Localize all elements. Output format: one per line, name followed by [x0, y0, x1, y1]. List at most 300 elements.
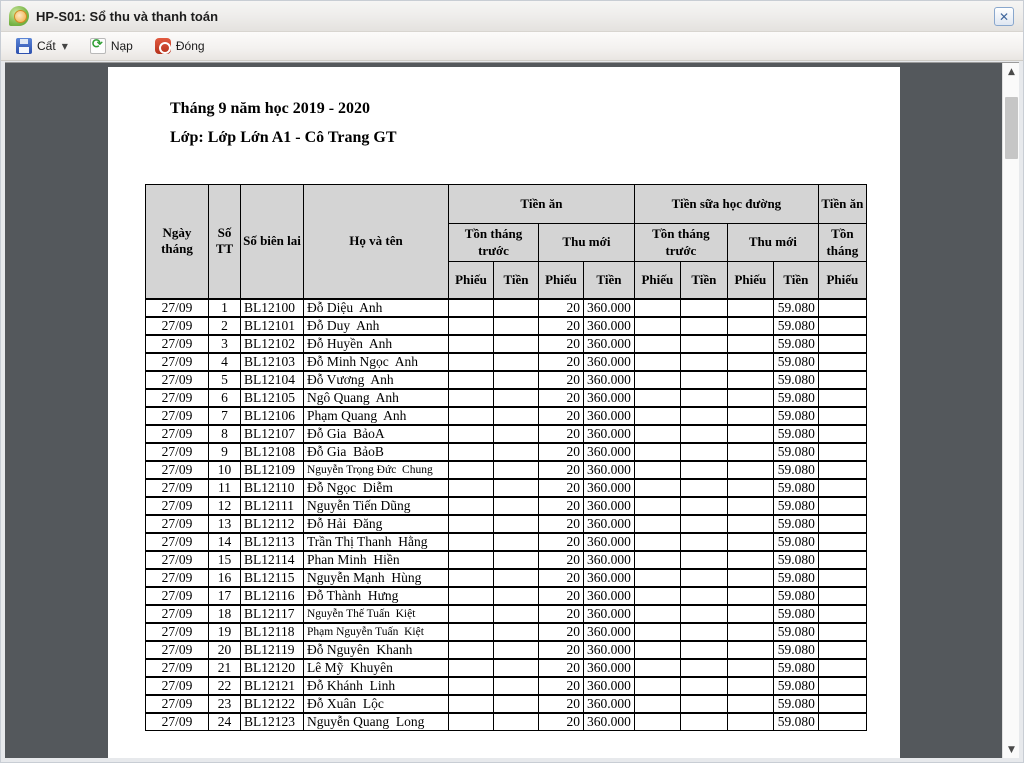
- cell-name: Ngô Quang Anh: [304, 389, 449, 407]
- cell-meal-new-ticket: 20: [539, 569, 584, 587]
- cell-meal-prev-ticket: [449, 389, 494, 407]
- scroll-down-icon[interactable]: ▼: [1008, 744, 1015, 755]
- cell-meal-new-ticket: 20: [539, 425, 584, 443]
- cell-name: Lê Mỹ Khuyên: [304, 659, 449, 677]
- cell-name: Nguyễn Trọng Đức Chung: [304, 461, 449, 479]
- table-row: [146, 659, 867, 677]
- cell-milk-prev-ticket: [634, 371, 680, 389]
- cell-meal2-ticket: [818, 443, 866, 461]
- col-header-date: Ngày tháng: [146, 185, 209, 299]
- group-header-meal: Tiền ăn: [449, 185, 635, 224]
- col-header-receipt: Số biên lai: [241, 185, 304, 299]
- app-icon: [9, 6, 29, 26]
- scrollbar-thumb[interactable]: [1005, 97, 1018, 159]
- cell-stt: 19: [209, 623, 241, 641]
- cell-meal-prev-money: [494, 713, 539, 731]
- cell-milk-prev-money: [680, 587, 727, 605]
- cell-name: Đỗ Gia BảoA: [304, 425, 449, 443]
- table-row: [146, 425, 867, 443]
- cell-milk-prev-ticket: [634, 497, 680, 515]
- cell-milk-new-ticket: [727, 533, 773, 551]
- cell-date: 27/09: [146, 389, 209, 407]
- window-title: HP-S01: Sổ thu và thanh toán: [36, 8, 219, 24]
- cell-receipt: BL12100: [241, 299, 304, 317]
- cell-name: Đỗ Vương Anh: [304, 371, 449, 389]
- cell-milk-prev-money: [680, 425, 727, 443]
- leaf-header-money: Tiền: [680, 262, 727, 299]
- subheader-meal-prev: Tồn tháng trước: [449, 224, 539, 262]
- subheader-milk-prev: Tồn tháng trước: [634, 224, 727, 262]
- cell-meal-new-ticket: 20: [539, 443, 584, 461]
- cell-meal-new-money: 360.000: [584, 713, 635, 731]
- close-icon[interactable]: ✕: [994, 7, 1014, 26]
- cell-meal2-ticket: [818, 479, 866, 497]
- table-row: [146, 605, 867, 623]
- cell-meal2-ticket: [818, 335, 866, 353]
- cell-milk-new-ticket: [727, 461, 773, 479]
- cell-meal-new-ticket: 20: [539, 641, 584, 659]
- table-row: [146, 299, 867, 317]
- cell-date: 27/09: [146, 587, 209, 605]
- table-row: [146, 461, 867, 479]
- save-button-label: Cất: [37, 39, 56, 53]
- cell-stt: 13: [209, 515, 241, 533]
- cell-milk-new-ticket: [727, 317, 773, 335]
- cell-milk-new-ticket: [727, 497, 773, 515]
- cell-stt: 8: [209, 425, 241, 443]
- cell-meal-prev-ticket: [449, 443, 494, 461]
- stop-icon: [155, 38, 171, 54]
- cell-name: Đỗ Khánh Linh: [304, 677, 449, 695]
- cell-meal-new-money: 360.000: [584, 479, 635, 497]
- cell-meal-prev-ticket: [449, 479, 494, 497]
- cell-meal-prev-money: [494, 461, 539, 479]
- cell-name: Đỗ Xuân Lộc: [304, 695, 449, 713]
- cell-receipt: BL12107: [241, 425, 304, 443]
- cell-date: 27/09: [146, 695, 209, 713]
- floppy-disk-icon: [16, 38, 32, 54]
- cell-stt: 2: [209, 317, 241, 335]
- table-row: [146, 353, 867, 371]
- cell-receipt: BL12123: [241, 713, 304, 731]
- cell-milk-new-money: 59.080: [773, 335, 818, 353]
- cell-meal-new-money: 360.000: [584, 569, 635, 587]
- cell-meal-new-money: 360.000: [584, 425, 635, 443]
- table-row: [146, 443, 867, 461]
- cell-name: Đỗ Nguyên Khanh: [304, 641, 449, 659]
- cell-milk-prev-money: [680, 533, 727, 551]
- cell-date: 27/09: [146, 713, 209, 731]
- cell-stt: 4: [209, 353, 241, 371]
- cell-milk-prev-money: [680, 461, 727, 479]
- cell-milk-new-money: 59.080: [773, 605, 818, 623]
- table-row: [146, 623, 867, 641]
- table-row: [146, 569, 867, 587]
- cell-meal-new-ticket: 20: [539, 677, 584, 695]
- cell-receipt: BL12117: [241, 605, 304, 623]
- cell-meal-prev-money: [494, 533, 539, 551]
- cell-milk-prev-money: [680, 353, 727, 371]
- cell-meal-prev-ticket: [449, 551, 494, 569]
- cell-milk-prev-ticket: [634, 425, 680, 443]
- cell-milk-new-money: 59.080: [773, 389, 818, 407]
- cell-meal-prev-money: [494, 551, 539, 569]
- cell-milk-new-ticket: [727, 587, 773, 605]
- cell-stt: 14: [209, 533, 241, 551]
- cell-milk-prev-money: [680, 299, 727, 317]
- cell-meal2-ticket: [818, 551, 866, 569]
- cell-milk-new-ticket: [727, 695, 773, 713]
- cell-milk-prev-ticket: [634, 641, 680, 659]
- cell-meal-new-money: 360.000: [584, 605, 635, 623]
- cell-milk-new-ticket: [727, 623, 773, 641]
- cell-date: 27/09: [146, 641, 209, 659]
- cell-meal-prev-ticket: [449, 713, 494, 731]
- cell-milk-new-money: 59.080: [773, 677, 818, 695]
- cell-milk-new-ticket: [727, 353, 773, 371]
- cell-meal-prev-ticket: [449, 461, 494, 479]
- fee-table-header: [146, 185, 867, 299]
- cell-receipt: BL12109: [241, 461, 304, 479]
- load-button[interactable]: [81, 34, 142, 58]
- cell-milk-prev-ticket: [634, 551, 680, 569]
- cell-receipt: BL12104: [241, 371, 304, 389]
- cell-receipt: BL12108: [241, 443, 304, 461]
- table-row: [146, 713, 867, 731]
- cell-milk-prev-money: [680, 335, 727, 353]
- cell-milk-new-money: 59.080: [773, 713, 818, 731]
- report-month-title: Tháng 9 năm học 2019 - 2020: [170, 100, 371, 117]
- cell-stt: 21: [209, 659, 241, 677]
- cell-milk-prev-money: [680, 605, 727, 623]
- cell-receipt: BL12102: [241, 335, 304, 353]
- cell-meal-new-ticket: 20: [539, 605, 584, 623]
- cell-milk-new-money: 59.080: [773, 407, 818, 425]
- cell-meal-prev-ticket: [449, 497, 494, 515]
- cell-name: Đỗ Ngọc Diễm: [304, 479, 449, 497]
- cell-milk-prev-ticket: [634, 317, 680, 335]
- subheader-meal2-balance: Tồn tháng: [818, 224, 866, 262]
- cell-milk-new-ticket: [727, 479, 773, 497]
- cell-milk-new-ticket: [727, 389, 773, 407]
- cell-milk-new-money: 59.080: [773, 623, 818, 641]
- cell-meal-prev-money: [494, 443, 539, 461]
- cell-meal-new-money: 360.000: [584, 551, 635, 569]
- cell-meal-new-money: 360.000: [584, 677, 635, 695]
- cell-meal-new-ticket: 20: [539, 551, 584, 569]
- cell-milk-prev-money: [680, 407, 727, 425]
- table-row: [146, 317, 867, 335]
- group-header-meal2: Tiền ăn: [818, 185, 866, 224]
- cell-name: Đỗ Huyền Anh: [304, 335, 449, 353]
- cell-meal-prev-ticket: [449, 605, 494, 623]
- leaf-header-ticket: Phiếu: [539, 262, 584, 299]
- cell-stt: 20: [209, 641, 241, 659]
- leaf-header-ticket: Phiếu: [449, 262, 494, 299]
- cell-milk-prev-ticket: [634, 623, 680, 641]
- cell-date: 27/09: [146, 623, 209, 641]
- cell-meal-new-money: 360.000: [584, 389, 635, 407]
- cell-milk-new-ticket: [727, 551, 773, 569]
- cell-date: 27/09: [146, 659, 209, 677]
- save-button[interactable]: [7, 34, 77, 58]
- cell-milk-new-money: 59.080: [773, 569, 818, 587]
- cell-meal-new-money: 360.000: [584, 659, 635, 677]
- cell-date: 27/09: [146, 569, 209, 587]
- cell-meal-new-money: 360.000: [584, 587, 635, 605]
- cell-milk-prev-money: [680, 695, 727, 713]
- cell-milk-prev-money: [680, 389, 727, 407]
- cell-milk-prev-money: [680, 677, 727, 695]
- col-header-stt: Số TT: [209, 185, 241, 299]
- table-row: [146, 641, 867, 659]
- table-row: [146, 587, 867, 605]
- cell-meal-new-ticket: 20: [539, 533, 584, 551]
- cell-meal-prev-ticket: [449, 641, 494, 659]
- cell-date: 27/09: [146, 443, 209, 461]
- cell-stt: 10: [209, 461, 241, 479]
- cell-name: Đỗ Gia BảoB: [304, 443, 449, 461]
- cell-meal-prev-money: [494, 407, 539, 425]
- leaf-header-ticket: Phiếu: [634, 262, 680, 299]
- cell-milk-new-ticket: [727, 713, 773, 731]
- cell-milk-prev-money: [680, 569, 727, 587]
- cell-meal-new-money: 360.000: [584, 533, 635, 551]
- fee-table: [145, 184, 867, 731]
- report-page: [108, 67, 900, 758]
- cell-meal-prev-ticket: [449, 299, 494, 317]
- cell-milk-new-ticket: [727, 443, 773, 461]
- cell-receipt: BL12111: [241, 497, 304, 515]
- cell-milk-prev-money: [680, 641, 727, 659]
- cell-milk-new-money: 59.080: [773, 551, 818, 569]
- cell-meal-prev-money: [494, 605, 539, 623]
- chevron-down-icon: ▼: [61, 41, 68, 51]
- leaf-header-ticket: Phiếu: [818, 262, 866, 299]
- cell-milk-new-money: 59.080: [773, 353, 818, 371]
- cell-receipt: BL12112: [241, 515, 304, 533]
- cell-meal-prev-money: [494, 479, 539, 497]
- cell-date: 27/09: [146, 677, 209, 695]
- cell-name: Trần Thị Thanh Hằng: [304, 533, 449, 551]
- refresh-icon: [90, 38, 106, 54]
- cell-meal-new-ticket: 20: [539, 299, 584, 317]
- vertical-scrollbar[interactable]: [1002, 63, 1019, 758]
- cell-date: 27/09: [146, 425, 209, 443]
- cell-meal-new-ticket: 20: [539, 407, 584, 425]
- report-table-body: [146, 299, 867, 731]
- col-header-name: Họ và tên: [304, 185, 449, 299]
- cell-meal-prev-ticket: [449, 335, 494, 353]
- cell-meal-new-ticket: 20: [539, 497, 584, 515]
- close-button-label: Đóng: [175, 39, 205, 53]
- cell-meal2-ticket: [818, 461, 866, 479]
- cell-meal-prev-ticket: [449, 317, 494, 335]
- cell-meal-new-money: 360.000: [584, 299, 635, 317]
- cell-receipt: BL12118: [241, 623, 304, 641]
- cell-meal-new-ticket: 20: [539, 461, 584, 479]
- leaf-header-money: Tiền: [773, 262, 818, 299]
- cell-milk-prev-ticket: [634, 335, 680, 353]
- cell-milk-prev-ticket: [634, 461, 680, 479]
- cell-milk-new-money: 59.080: [773, 317, 818, 335]
- cell-meal-new-ticket: 20: [539, 659, 584, 677]
- cell-meal-new-ticket: 20: [539, 713, 584, 731]
- cell-receipt: BL12106: [241, 407, 304, 425]
- cell-stt: 24: [209, 713, 241, 731]
- cell-meal2-ticket: [818, 533, 866, 551]
- cell-milk-prev-money: [680, 479, 727, 497]
- cell-milk-prev-ticket: [634, 479, 680, 497]
- cell-name: Nguyễn Tiến Dũng: [304, 497, 449, 515]
- cell-meal-new-ticket: 20: [539, 695, 584, 713]
- cell-meal-new-money: 360.000: [584, 623, 635, 641]
- cell-milk-prev-ticket: [634, 515, 680, 533]
- close-window-button[interactable]: [146, 34, 214, 58]
- cell-meal-new-ticket: 20: [539, 353, 584, 371]
- cell-meal2-ticket: [818, 371, 866, 389]
- cell-receipt: BL12122: [241, 695, 304, 713]
- cell-date: 27/09: [146, 371, 209, 389]
- cell-meal-prev-money: [494, 641, 539, 659]
- cell-meal-prev-money: [494, 317, 539, 335]
- table-row: [146, 677, 867, 695]
- cell-meal2-ticket: [818, 587, 866, 605]
- cell-meal-prev-ticket: [449, 353, 494, 371]
- cell-name: Đỗ Hải Đăng: [304, 515, 449, 533]
- cell-stt: 6: [209, 389, 241, 407]
- cell-milk-new-money: 59.080: [773, 497, 818, 515]
- cell-name: Đỗ Duy Anh: [304, 317, 449, 335]
- cell-meal-new-money: 360.000: [584, 443, 635, 461]
- cell-milk-new-ticket: [727, 299, 773, 317]
- cell-date: 27/09: [146, 353, 209, 371]
- cell-date: 27/09: [146, 605, 209, 623]
- cell-meal-prev-ticket: [449, 533, 494, 551]
- cell-milk-new-money: 59.080: [773, 533, 818, 551]
- cell-meal2-ticket: [818, 713, 866, 731]
- cell-receipt: BL12119: [241, 641, 304, 659]
- cell-name: Phan Minh Hiền: [304, 551, 449, 569]
- cell-milk-new-ticket: [727, 677, 773, 695]
- cell-meal-prev-money: [494, 335, 539, 353]
- cell-stt: 12: [209, 497, 241, 515]
- cell-date: 27/09: [146, 551, 209, 569]
- cell-milk-new-money: 59.080: [773, 299, 818, 317]
- cell-milk-prev-ticket: [634, 443, 680, 461]
- cell-meal-new-money: 360.000: [584, 407, 635, 425]
- cell-milk-new-money: 59.080: [773, 641, 818, 659]
- table-row: [146, 479, 867, 497]
- cell-date: 27/09: [146, 497, 209, 515]
- report-class-title: Lớp: Lớp Lớn A1 - Cô Trang GT: [170, 129, 397, 146]
- cell-meal-new-money: 360.000: [584, 353, 635, 371]
- cell-receipt: BL12120: [241, 659, 304, 677]
- cell-name: Phạm Quang Anh: [304, 407, 449, 425]
- cell-stt: 3: [209, 335, 241, 353]
- cell-meal-prev-money: [494, 515, 539, 533]
- cell-milk-prev-money: [680, 623, 727, 641]
- cell-meal-prev-money: [494, 497, 539, 515]
- cell-meal-prev-ticket: [449, 515, 494, 533]
- cell-meal-new-ticket: 20: [539, 389, 584, 407]
- toolbar: [1, 32, 1023, 61]
- cell-milk-new-money: 59.080: [773, 461, 818, 479]
- cell-milk-prev-ticket: [634, 677, 680, 695]
- cell-milk-prev-money: [680, 713, 727, 731]
- cell-stt: 7: [209, 407, 241, 425]
- cell-receipt: BL12116: [241, 587, 304, 605]
- cell-date: 27/09: [146, 479, 209, 497]
- cell-meal-prev-ticket: [449, 587, 494, 605]
- cell-meal2-ticket: [818, 659, 866, 677]
- cell-meal-prev-money: [494, 425, 539, 443]
- cell-meal2-ticket: [818, 425, 866, 443]
- table-row: [146, 551, 867, 569]
- table-row: [146, 389, 867, 407]
- cell-meal2-ticket: [818, 407, 866, 425]
- table-row: [146, 533, 867, 551]
- cell-receipt: BL12105: [241, 389, 304, 407]
- cell-meal-new-ticket: 20: [539, 317, 584, 335]
- cell-meal-new-money: 360.000: [584, 515, 635, 533]
- cell-receipt: BL12110: [241, 479, 304, 497]
- cell-meal2-ticket: [818, 515, 866, 533]
- cell-meal-prev-money: [494, 659, 539, 677]
- cell-meal-prev-money: [494, 389, 539, 407]
- cell-milk-prev-ticket: [634, 695, 680, 713]
- cell-milk-prev-ticket: [634, 605, 680, 623]
- cell-milk-prev-ticket: [634, 533, 680, 551]
- cell-meal-new-ticket: 20: [539, 587, 584, 605]
- cell-meal-prev-ticket: [449, 659, 494, 677]
- subheader-meal-new: Thu mới: [539, 224, 635, 262]
- cell-milk-prev-ticket: [634, 713, 680, 731]
- cell-date: 27/09: [146, 515, 209, 533]
- group-header-milk: Tiền sữa học đường: [634, 185, 818, 224]
- titlebar[interactable]: [1, 1, 1023, 32]
- cell-stt: 18: [209, 605, 241, 623]
- cell-date: 27/09: [146, 533, 209, 551]
- cell-meal2-ticket: [818, 497, 866, 515]
- cell-meal-prev-money: [494, 623, 539, 641]
- cell-date: 27/09: [146, 299, 209, 317]
- scroll-up-icon[interactable]: ▲: [1008, 66, 1015, 77]
- cell-milk-new-ticket: [727, 407, 773, 425]
- cell-stt: 22: [209, 677, 241, 695]
- cell-milk-prev-ticket: [634, 659, 680, 677]
- cell-meal-new-money: 360.000: [584, 371, 635, 389]
- cell-milk-new-ticket: [727, 371, 773, 389]
- cell-meal-new-ticket: 20: [539, 623, 584, 641]
- cell-date: 27/09: [146, 407, 209, 425]
- cell-meal-prev-money: [494, 587, 539, 605]
- cell-meal-prev-ticket: [449, 569, 494, 587]
- cell-name: Đỗ Thành Hưng: [304, 587, 449, 605]
- cell-milk-new-ticket: [727, 641, 773, 659]
- table-row: [146, 371, 867, 389]
- cell-milk-prev-money: [680, 443, 727, 461]
- cell-meal-prev-ticket: [449, 623, 494, 641]
- cell-meal2-ticket: [818, 299, 866, 317]
- cell-name: Nguyễn Mạnh Hùng: [304, 569, 449, 587]
- cell-milk-prev-money: [680, 551, 727, 569]
- cell-name: Phạm Nguyễn Tuấn Kiệt: [304, 623, 449, 641]
- cell-milk-new-ticket: [727, 605, 773, 623]
- cell-stt: 5: [209, 371, 241, 389]
- cell-name: Nguyễn Quang Long: [304, 713, 449, 731]
- cell-meal2-ticket: [818, 605, 866, 623]
